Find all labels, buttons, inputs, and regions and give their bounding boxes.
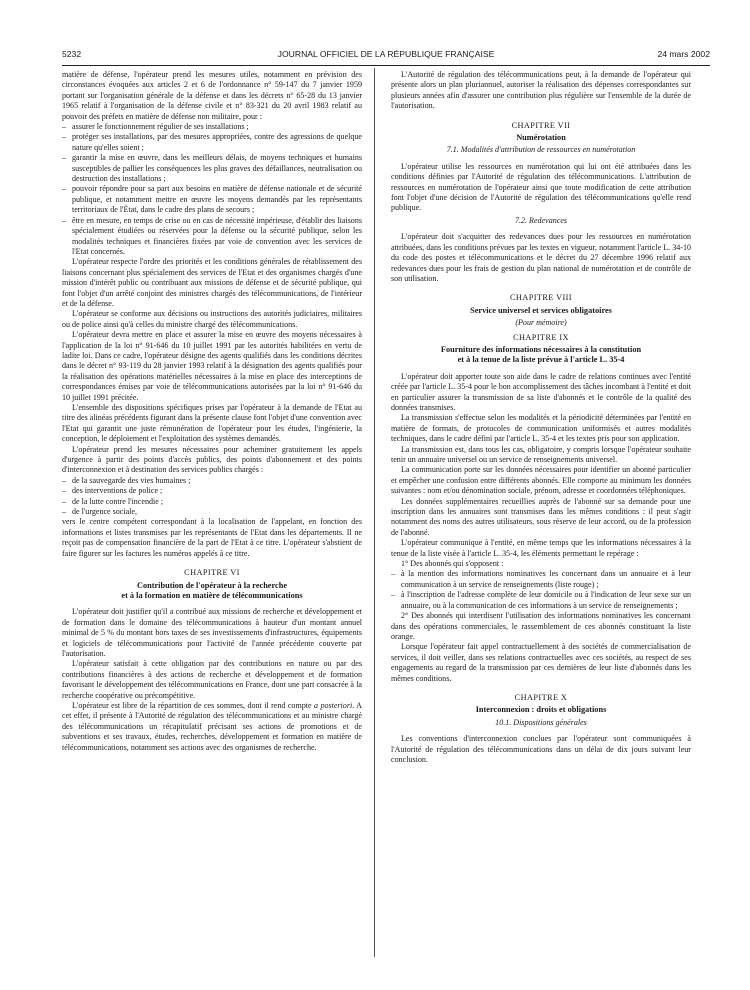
column-divider [374,68,375,957]
paragraph: L'opérateur satisfait à cette obligation par des contributions en nature ou par des contributions financières à des actions de recherche et développement et de formation favorisant le développement des télécommunications en France, dont une part consacrée à la recherche coopérative ou précompétitive. [62,659,362,700]
list-item: – pouvoir répondre pour sa part aux besoins en matière de défense nationale et de sécurité publique, et notamment mettre en œuvre les moyens demandés par les représentants territoriaux de l'État, dans le cadre des plans de secours ; [62,184,362,215]
paragraph: L'opérateur utilise les ressources en numérotation qui lui ont été attribuées dans les conditions définies par l'Autorité de régulation des télécommunications. L'attribution de ressources en numérotation de l'opérateur ainsi que toute modification de cette attribution font l'objet d'une décision de l'Autorité de régulation des télécommunications qu'elle rend publique. [391,161,691,213]
chapter-title: Interconnexion : droits et obligations [475,705,607,715]
paragraph: L'opérateur doit s'acquitter des redevances dues pour les ressources en numérotation attribuées, dans les conditions prévues par les textes en vigueur, notamment l'article L. 34-10 du code des postes et télécommunications et le décret du 27 décembre 1996 relatif aux redevances dues pour les frais de gestion du plan national de numérotation et de contrôle de son utilisation. [391,232,691,283]
right-column [391,70,691,765]
page-header [62,47,710,63]
paragraph [62,701,362,753]
paragraph: Les données supplémentaires recueillies auprès de l'abonné sur sa demande pour une inscription dans les annuaires sont transmises dans les mêmes conditions : il peut s'agir notamment des noms des autres utilisateurs, sous réserve de leur accord, ou de la profession de l'abonné. [391,496,691,537]
paragraph: matière de défense, l'opérateur prend les mesures utiles, notamment en prévision des circonstances évoquées aux articles 2 et 6 de l'ordonnance n° 59-147 du 7 janvier 1959 portant sur l'organisation générale de la défense et dans les décrets n° 65-28 du 13 janvier 1965 relatif à l'organisation de la défense civile et n° 83-321 du 20 avril 1983 relatif au pouvoir des préfets en matière de défense non militaire, pour : [62,70,362,121]
paragraph: La transmission s'effectue selon les modalités et la périodicité déterminées par l'entité en matière de formats, de protocoles de communication uniformisés et autres modalités techniques, dans le cadre défini par l'article L. 35-4 et les textes pris pour son application. [391,413,691,444]
chapter-label: CHAPITRE VI [184,568,240,578]
paragraph: L'opérateur communique à l'entité, en même temps que les informations nécessaires à la tenue de la liste visée à l'article L. 35-4, les éléments permettant le repérage : [391,538,691,558]
chapter-title [391,345,691,366]
list-item: – de la lutte contre l'incendie ; [62,497,362,507]
list-item: – de la sauvegarde des vies humaines ; [62,476,362,486]
paragraph: Lorsque l'opérateur fait appel contractuellement à des sociétés de commercialisation de services, il doit veiller, dans ses relations contractuelles avec ces sociétés, au respect de ses engagements au regard de la transmission par ces dernières de leur liste d'abonnés dans les mêmes conditions. [391,642,691,683]
paragraph: 1° Des abonnés qui s'opposent : [401,559,504,569]
text-run: . A cet effet, il présente à l'Autorité de régulation des télécommunications et au ministre chargé des télécommunications un récapitulatif précisant ses actions de promotions et de subventions et ses travaux, études, recherches, développement et formation en matière de télécommunications, notamment ses actions avec des organismes de recherche. [62,700,362,752]
list-item: – assurer le fonctionnement régulier de ses installations ; [62,122,362,132]
chapter-label: CHAPITRE IX [513,332,569,342]
paragraph: L'opérateur prend les mesures nécessaires pour acheminer gratuitement les appels d'urgence à partir des points d'accès publics, des points d'abonnement et des points d'interconnexion et à destination des services publics chargés : [62,444,362,475]
paragraph: La transmission est, dans tous les cas, obligatoire, y compris lorsque l'opérateur souhaite tenir un annuaire universel ou un service de renseignements universel. [391,444,691,464]
paragraph: Les conventions d'interconnexion conclues par l'opérateur sont communiquées à l'Autorité de régulation des télécommunications dans un délai de dix jours suivant leur conclusion. [391,734,691,764]
page-number: 5232 [62,49,82,59]
chapter-title [62,581,362,602]
paragraph: L'opérateur respecte l'ordre des priorités et les conditions générales de rétablissement des liaisons concernant plus spécialement des services de l'Etat et des organismes chargés d'une mission d'intérêt public ou contribuant aux missions de défense et de sécurité publique, qui font l'objet d'un arrêté conjoint des ministres chargés des télécommunications, de l'intérieur et de la défense. [62,257,362,308]
section-title: 10.1. Dispositions générales [495,717,587,727]
chapter-title-line: et à la formation en matière de télécommunications [121,590,303,600]
paragraph: L'Autorité de régulation des télécommunications peut, à la demande de l'opérateur qui présente alors un plan pluriannuel, autoriser la réalisation des dépenses correspondantes sur plusieurs années afin d'assurer une contribution plus régulière sur l'ensemble de la durée de l'autorisation. [391,70,691,111]
left-column [62,70,362,753]
chapter-subtitle: (Pour mémoire) [515,318,567,328]
paragraph: L'ensemble des dispositions spécifiques prises par l'opérateur à la demande de l'Etat au titre des alinéas précédents figurant dans la présente clause font l'objet d'une convention avec l'Etat qui garantit une juste rémunération de l'opérateur pour les études, l'ingénierie, la conception, le déploiement et l'exploitation des systèmes demandés. [62,403,362,444]
chapter-title-line: et à la tenue de la liste prévue à l'article L. 35-4 [457,355,625,365]
chapter-label: CHAPITRE VIII [510,293,572,303]
paragraph: vers le centre compétent correspondant à la localisation de l'appelant, en fonction des informations et listes transmises par les représentants de l'Etat dans les départements. Il ne reçoit pas de compensation financière de la part de l'Etat à ce titre. L'opérateur s'abstient de faire figurer sur les factures les numéros appelés à ce titre. [62,517,362,558]
emergency-services-list [62,476,362,518]
paragraph: L'opérateur se conforme aux décisions ou instructions des autorités judiciaires, militaires ou de police ainsi qu'à celles du ministre chargé des télécommunications. [62,309,362,329]
opposition-list [391,569,691,611]
defense-measures-list [62,122,362,257]
chapter-title-line: Fourniture des informations nécessaires à la constitution [440,344,642,354]
section-title: 7.1. Modalités d'attribution de ressources en numérotation [446,145,636,155]
paragraph: L'opérateur devra mettre en place et assurer la mise en œuvre des moyens nécessaires à l'application de la loi n° 91-646 du 10 juillet 1991 par les autorités habilitées en vertu de ladite loi. Dans ce cadre, l'opérateur désigne des agents qualifiés dans les conditions décrites dans le décret n° 93-119 du 28 janvier 1993 relatif à la désignation des agents qualifiés pour la réalisation des opérations matérielles nécessaires à la mise en place des interceptions de correspondances émises par voie de télécommunications autorisées par la loi n° 91-646 du 10 juillet 1991 précitée. [62,330,362,402]
journal-title: JOURNAL OFFICIEL DE LA RÉPUBLIQUE FRANÇAISE [277,49,495,59]
paragraph: L'opérateur doit justifier qu'il a contribué aux missions de recherche et développement et de formation dans le domaine des télécommunications à hauteur d'un montant annuel minimal de 5 % du montant hors taxes de ses investissements d'infrastructures, équipements et logiciels de télécommunications pour l'activité de l'année précédente couverte par l'autorisation. [62,607,362,658]
chapter-label: CHAPITRE X [514,692,568,702]
chapter-title: Numérotation [516,133,566,143]
list-item: – protéger ses installations, par des mesures appropriées, contre des agressions de quelque nature qu'elles soient ; [62,132,362,153]
chapter-label: CHAPITRE VII [511,120,571,130]
paragraph: La communication porte sur les données nécessaires pour identifier un abonné particulier et empêcher une confusion entre différents abonnés. Elle comporte au minimum les données suivantes : nom et/ou dénomination sociale, prénom, adresse et coordonnées téléphoniques. [391,465,691,496]
paragraph: 2° Des abonnés qui interdisent l'utilisation des informations nominatives les concernant dans des opérations commerciales, le rassemblement de ces abonnés constituant la liste orange. [391,611,691,641]
list-item: – être en mesure, en temps de crise ou en cas de nécessité impérieuse, d'établir des liaisons spécialement étudiées ou réservées pour la défense ou la sécurité publique, selon les modalités techniques et financières fixées par voie de convention avec les services de l'Etat concernés. [62,216,362,258]
list-item: – des interventions de police ; [62,486,362,496]
list-item: – de l'urgence sociale, [62,507,362,517]
chapter-title: Service universel et services obligatoires [470,305,612,315]
list-item: – à l'inscription de l'adresse complète de leur domicile ou à l'indication de leur sexe sur un annuaire, ou à la communication de ces informations à un service de renseignements ; [391,590,691,611]
header-rule [62,65,710,66]
issue-date: 24 mars 2002 [657,49,710,59]
text-run: L'opérateur est libre de la répartition de ces sommes, dont il rend compte [72,700,314,710]
chapter-title-line: Contribution de l'opérateur à la recherche [136,580,288,590]
italic-text: a posteriori [313,700,353,710]
list-item: – garantir la mise en œuvre, dans les meilleurs délais, de moyens techniques et humains susceptibles de pallier les conséquences les plus graves des défaillances, neutralisation ou destruction des installations ; [62,153,362,184]
section-title: 7.2. Redevances [514,215,568,225]
list-item: – à la mention des informations nominatives les concernant dans un annuaire et à leur communication à un service de renseignements (liste rouge) ; [391,569,691,590]
paragraph: L'opérateur doit apporter toute son aide dans le cadre de relations continues avec l'entité créée par l'article L. 35-4 pour le bon accomplissement des tâches incombant à l'entité et doit en particulier assurer la transmission de sa liste d'abonnés et le contrôle de la qualité des données transmises. [391,371,691,412]
